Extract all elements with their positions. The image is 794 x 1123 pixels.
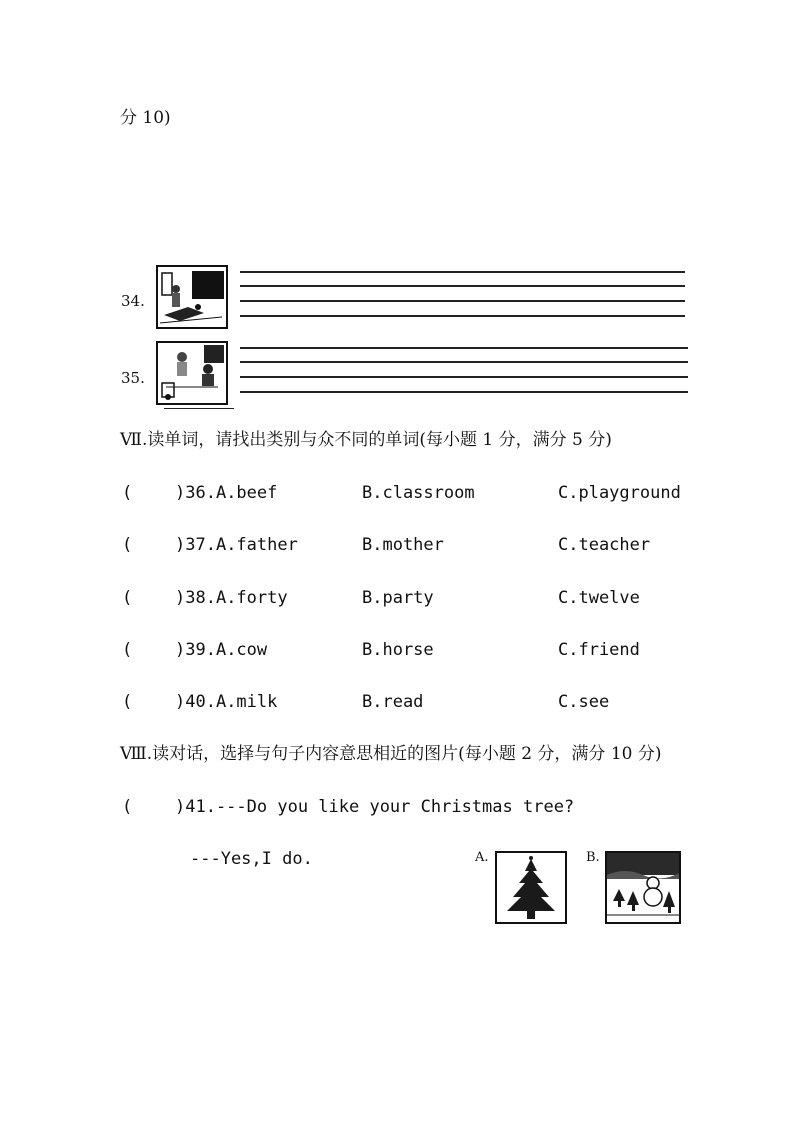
option-c: C.teacher [558, 535, 651, 555]
dialogue-answer: ---Yes,I do. [190, 849, 313, 869]
writing-line [240, 376, 688, 378]
answer-bracket: ( [122, 483, 133, 503]
writing-line [240, 361, 688, 363]
option-b: B.mother [362, 535, 444, 555]
dialogue-question: )41.---Do you like your Christmas tree? [175, 797, 575, 817]
option-c: C.friend [558, 640, 640, 660]
answer-bracket: ( [122, 797, 133, 817]
writing-line [240, 347, 688, 349]
option-b: B.party [362, 588, 434, 608]
option-a-label: A. [475, 850, 489, 865]
option-a-text: A.father [215, 535, 298, 555]
answer-bracket: ( [122, 692, 133, 712]
option-a-text: A.beef [215, 483, 278, 503]
scene-picture-icon [156, 341, 228, 405]
writing-line [240, 271, 685, 273]
writing-line [240, 315, 685, 317]
option-a-text: A.milk [215, 692, 278, 712]
writing-line [240, 300, 685, 302]
option-a [175, 692, 277, 712]
question-number-34: 34. [121, 292, 145, 310]
answer-bracket: ( [122, 535, 133, 555]
answer-bracket: ( [122, 640, 133, 660]
option-a-text: A.cow [215, 640, 268, 660]
option-a [175, 483, 277, 503]
question-number: )36. [175, 483, 216, 503]
section-heading: Ⅶ.读单词，请找出类别与众不同的单词(每小题 1 分，满分 5 分) [120, 430, 612, 450]
writing-line [240, 391, 688, 393]
option-a [175, 640, 267, 660]
christmas-tree-icon [495, 851, 567, 924]
question-number-35: 35. [121, 369, 145, 387]
section-continuation: 分 10) [120, 108, 171, 128]
question-number: )37. [175, 535, 216, 555]
question-number: )38. [175, 588, 216, 608]
option-c: C.twelve [558, 588, 640, 608]
option-b: B.horse [362, 640, 434, 660]
scene-picture-icon [156, 265, 228, 329]
question-number: )40. [175, 692, 216, 712]
underline [164, 408, 234, 409]
option-b: B.classroom [362, 483, 475, 503]
option-c: C.see [558, 692, 610, 712]
option-a-text: A.forty [215, 588, 288, 608]
option-a [175, 535, 298, 555]
option-a [175, 588, 288, 608]
question-number: )39. [175, 640, 216, 660]
writing-line [240, 285, 685, 287]
option-b-label: B. [586, 850, 600, 865]
option-b: B.read [362, 692, 424, 712]
answer-bracket: ( [122, 588, 133, 608]
snow-scene-icon [605, 851, 681, 924]
option-c: C.playground [558, 483, 681, 503]
section-heading: Ⅷ.读对话，选择与句子内容意思相近的图片(每小题 2 分，满分 10 分) [120, 744, 662, 764]
